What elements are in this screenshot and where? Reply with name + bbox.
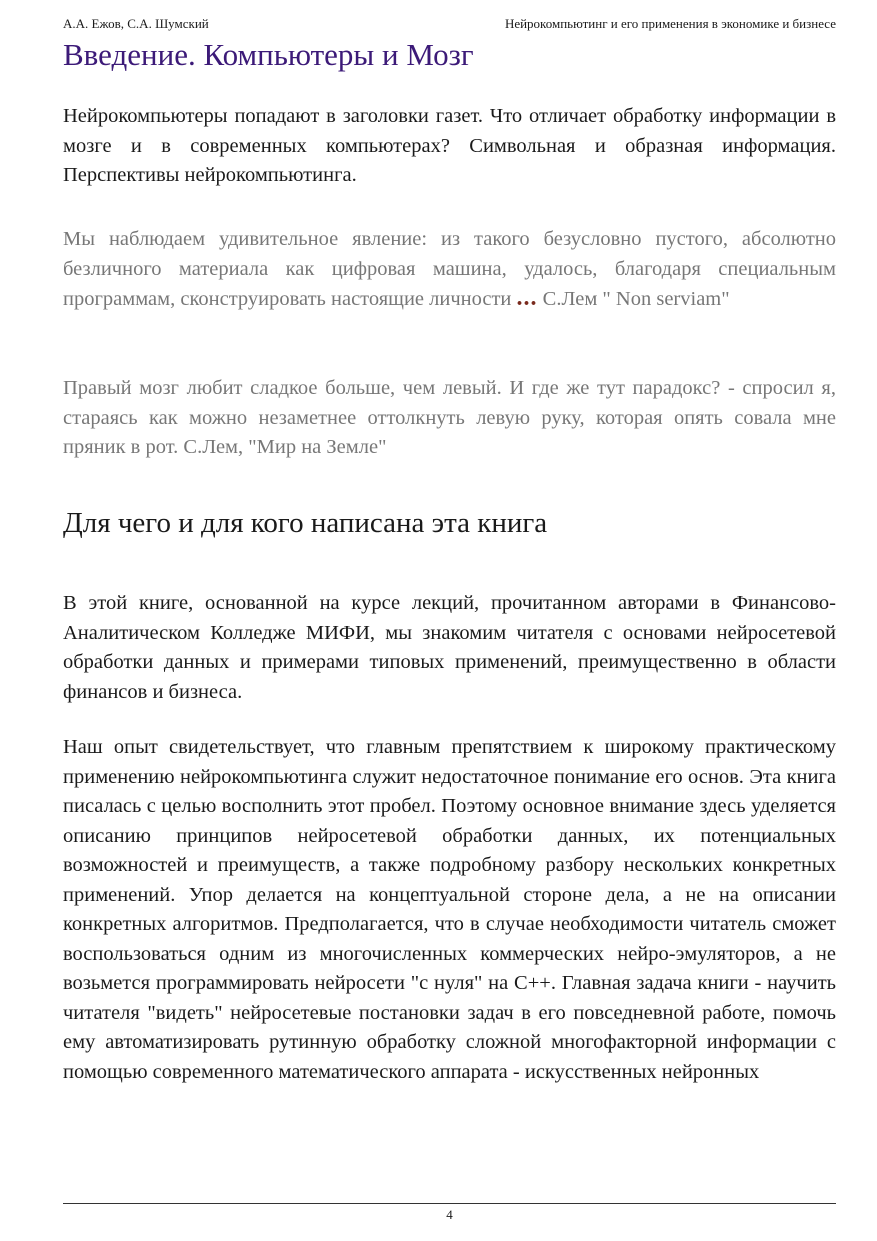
epigraph-1-source: С.Лем " Non serviam" xyxy=(542,288,730,310)
section-title: Для чего и для кого написана эта книга xyxy=(63,507,548,539)
footer-divider xyxy=(63,1203,836,1204)
epigraph-2-source: С.Лем, "Мир на Земле" xyxy=(183,436,387,458)
ellipsis-mark: ... xyxy=(516,285,538,311)
header-authors: А.А. Ежов, С.А. Шумский xyxy=(63,16,209,31)
paragraph-1: В этой книге, основанной на курсе лекций, прочитанном авторами в Финансово-Аналитическом Колледже МИФИ, мы знакомим читателя с основами нейросетевой обработки данных и примерами типовых применений, преимущественно в области финансов и бизнеса. xyxy=(63,592,836,703)
header-book-title: Нейрокомпьютинг и его применения в экономике и бизнесе xyxy=(504,16,836,31)
chapter-title: Введение. Компьютеры и Мозг xyxy=(63,37,474,72)
chapter-summary: Нейрокомпьютеры попадают в заголовки газет. Что отличает обработку информации в мозге и в современных компьютерах? Символьная и образная информация. Перспективы нейрокомпьютинга. xyxy=(63,105,836,186)
epigraph-2 xyxy=(63,374,836,463)
epigraph-1 xyxy=(63,225,836,315)
paragraph-2: Наш опыт свидетельствует, что главным препятствием к широкому практическому применению нейрокомпьютинга служит недостаточное понимание его основ. Эта книга писалась с целью восполнить этот пробел. Поэтому основное внимание здесь уделяется описанию принципов нейросетевой обработки данных, их потенциальных возможностей и преимуществ, а также подробному разбору нескольких конкретных применений. Упор делается на концептуальной стороне дела, а не на описании конкретных алгоритмов. Предполагается, что в случае необходимости читатель сможет воспользоваться одним из многочисленных коммерческих нейро-эмуляторов, а не возьмется программировать нейросети "с нуля" на С++. Главная задача книги - научить читателя "видеть" нейросетевые постановки задач в его повседневной работе, помочь ему автоматизировать рутинную обработку сложной многофакторной информации с помощью современного математического аппарата - искусственных нейронных xyxy=(63,736,836,1083)
epigraph-1-text: Мы наблюдаем удивительное явление: из такого безусловно пустого, абсолютно безличного материала как цифровая машина, удалось, благодаря специальным программам, сконструировать настоящие личности xyxy=(63,228,836,310)
page-number: 4 xyxy=(446,1207,453,1222)
epigraph-2-text: Правый мозг любит сладкое больше, чем левый. И где же тут парадокс? - спросил я, стараясь как можно незаметнее оттолкнуть левую руку, которая опять совала мне пряник в рот. xyxy=(63,377,836,458)
